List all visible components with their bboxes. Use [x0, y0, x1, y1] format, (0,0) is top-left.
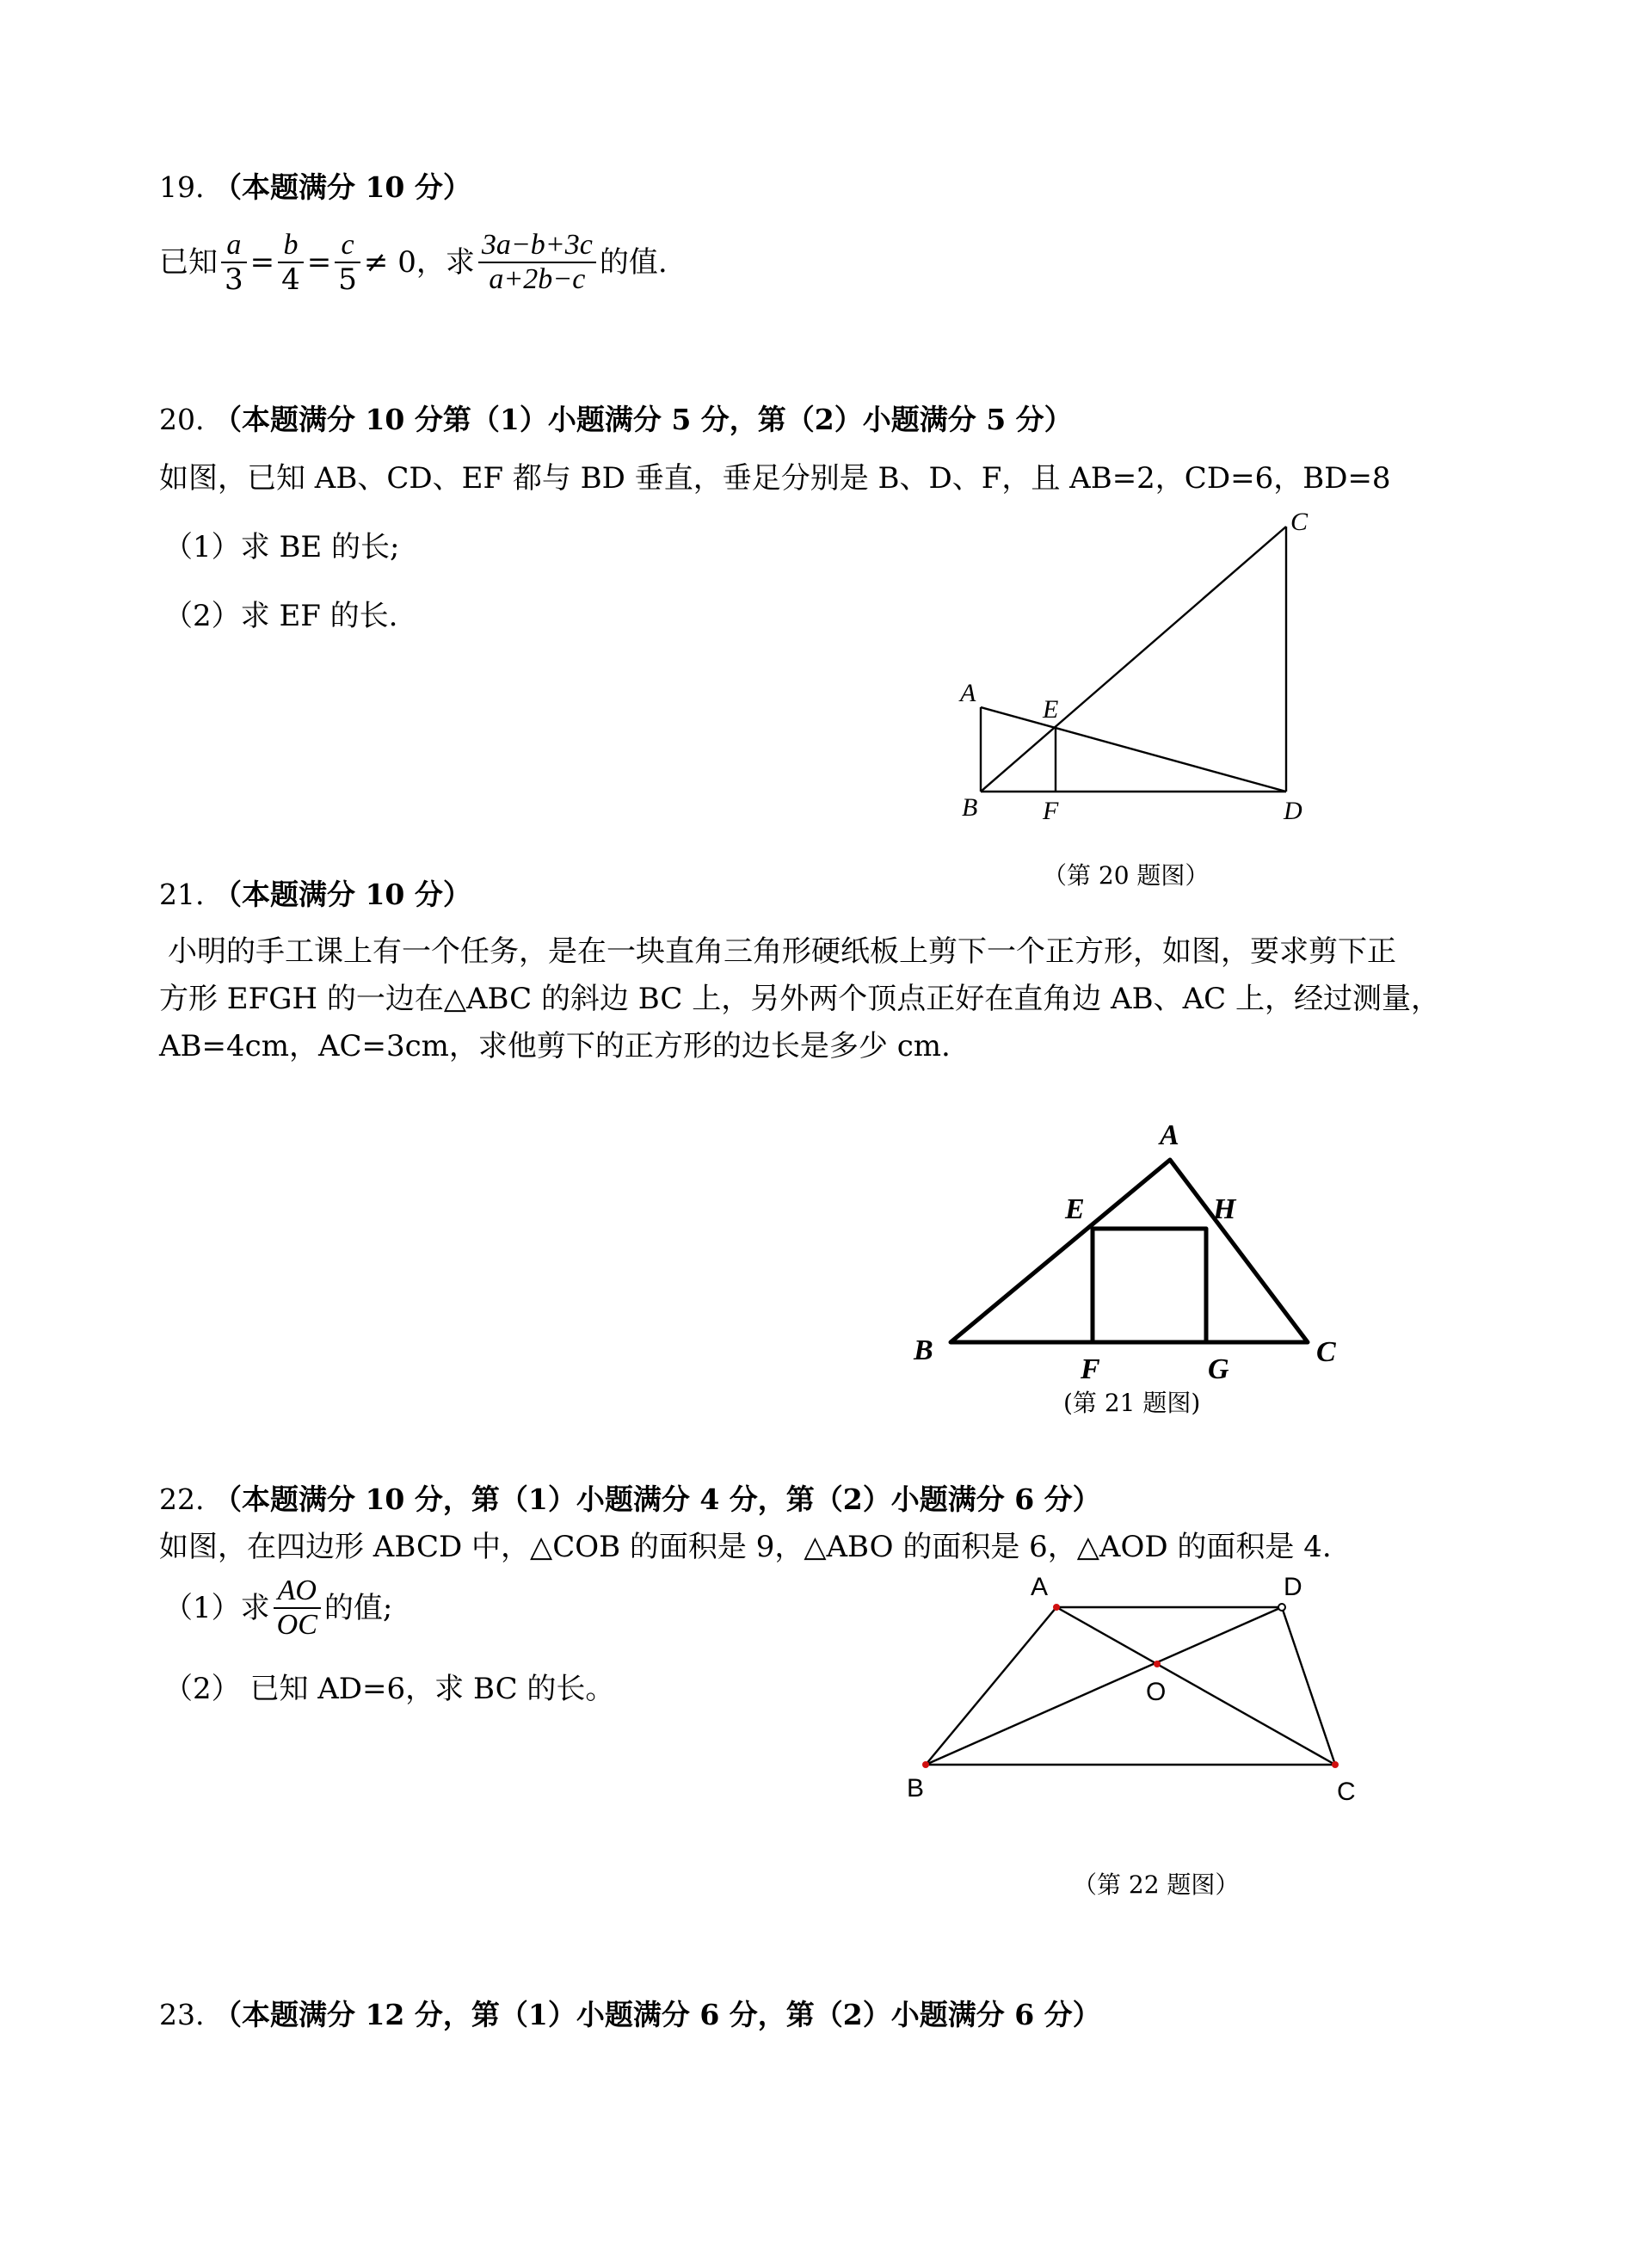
q21-label-e: E [1065, 1193, 1085, 1225]
q22-number: 22. [159, 1482, 205, 1516]
q21-score: （本题满分 10 分） [212, 878, 471, 911]
q19-body: 已知 $\frac{a}{3}$ = $\frac{b}{4}$ = $\frac{c}{5}$ ≠ 0，求 $\frac{3a-b+3c}{a+2b-c}$ 的值. [159, 229, 668, 297]
q21-label-g: G [1208, 1353, 1229, 1385]
q19-expression: $\frac{3a-b+3c}{a+2b-c}$ [478, 231, 596, 294]
q22-figure [895, 1566, 1376, 1824]
q21-heading [159, 872, 471, 913]
q22-part2: （2） 已知 AD=6，求 BC 的长。 [163, 1672, 615, 1706]
q22-label-c: C [1337, 1778, 1356, 1806]
q19-fraction-b: $\frac{b}{4}$ [278, 231, 304, 294]
q21-line2: 方形 EFGH 的一边在△ABC 的斜边 BC 上，另外两个顶点正好在直角边 AB、AC 上，经过测量， [159, 982, 1440, 1016]
q20-caption: （第 20 题图） [1043, 861, 1210, 890]
q21-figure [895, 1110, 1376, 1394]
q20-score: （本题满分 10 分第（1）小题满分 5 分，第（2）小题满分 5 分） [212, 403, 1073, 436]
q22-heading [159, 1477, 1101, 1518]
q21-label-h: H [1213, 1193, 1236, 1225]
q20-part2: （2）求 EF 的长. [163, 599, 398, 633]
q21-number: 21. [159, 878, 205, 911]
q22-label-d: D [1284, 1573, 1302, 1601]
q20-segment-ad [981, 707, 1286, 792]
q19-fraction-a: $\frac{a}{3}$ [221, 231, 247, 294]
q20-heading [159, 398, 1073, 438]
q21-line3: AB=4cm，AC=3cm，求他剪下的正方形的边长是多少 cm. [159, 1029, 951, 1063]
q22-caption: （第 22 题图） [1073, 1870, 1240, 1899]
q21-label-c: C [1316, 1336, 1336, 1368]
q20-figure [946, 508, 1342, 843]
q20-segment-bc [981, 527, 1286, 792]
q21-label-b: B [914, 1334, 933, 1366]
q23-heading [159, 1993, 1101, 2033]
q22-label-a: A [1031, 1573, 1049, 1601]
q21-line1: 小明的手工课上有一个任务，是在一块直角三角形硬纸板上剪下一个正方形，如图，要求剪下正 [168, 934, 1396, 969]
q22-point-d [1278, 1604, 1285, 1611]
q22-quadrilateral-abcd [926, 1607, 1335, 1765]
q21-label-f: F [1081, 1353, 1100, 1385]
q22-diagonal-bd [926, 1607, 1282, 1765]
q20-label-e: E [1043, 695, 1059, 724]
q20-label-c: C [1290, 508, 1309, 536]
q22-point-a [1053, 1604, 1060, 1611]
q21-triangle-abc [951, 1160, 1308, 1342]
q19-heading [159, 165, 471, 206]
q22-part1: （1）求 $\frac{AO}{OC}$ 的值; [163, 1575, 393, 1641]
q21-label-a: A [1160, 1119, 1179, 1151]
q23-score: （本题满分 12 分，第（1）小题满分 6 分，第（2）小题满分 6 分） [212, 1998, 1101, 2031]
q23-number: 23. [159, 1998, 205, 2031]
q21-caption: (第 21 题图) [1063, 1389, 1201, 1417]
q19-fraction-c: $\frac{c}{5}$ [335, 231, 360, 294]
q20-label-b: B [962, 793, 978, 822]
q22-label-b: B [907, 1774, 925, 1803]
q22-diagonal-ac [1056, 1607, 1335, 1765]
q19-score: （本题满分 10 分） [212, 170, 471, 204]
q20-label-d: D [1284, 797, 1302, 825]
q20-label-f: F [1043, 797, 1059, 825]
q20-stem: 如图，已知 AB、CD、EF 都与 BD 垂直，垂足分别是 B、D、F，且 AB=2，CD=6，BD=8 [159, 461, 1391, 496]
q21-square-efgh [1093, 1229, 1206, 1342]
q22-score: （本题满分 10 分，第（1）小题满分 4 分，第（2）小题满分 6 分） [212, 1482, 1101, 1516]
q20-part1: （1）求 BE 的长; [163, 530, 400, 564]
q20-label-a: A [960, 679, 976, 707]
q22-stem: 如图，在四边形 ABCD 中，△COB 的面积是 9，△ABO 的面积是 6，△AOD 的面积是 4. [159, 1530, 1332, 1564]
q22-label-o: O [1146, 1678, 1167, 1706]
q20-number: 20. [159, 403, 205, 436]
q19-number: 19. [159, 170, 205, 204]
q22-fraction-ao-oc: $\frac{AO}{OC}$ [274, 1576, 321, 1640]
q22-point-b [922, 1761, 929, 1768]
q22-point-c [1332, 1761, 1339, 1768]
q19-lead: 已知 [159, 245, 218, 280]
q22-point-o [1154, 1661, 1161, 1667]
